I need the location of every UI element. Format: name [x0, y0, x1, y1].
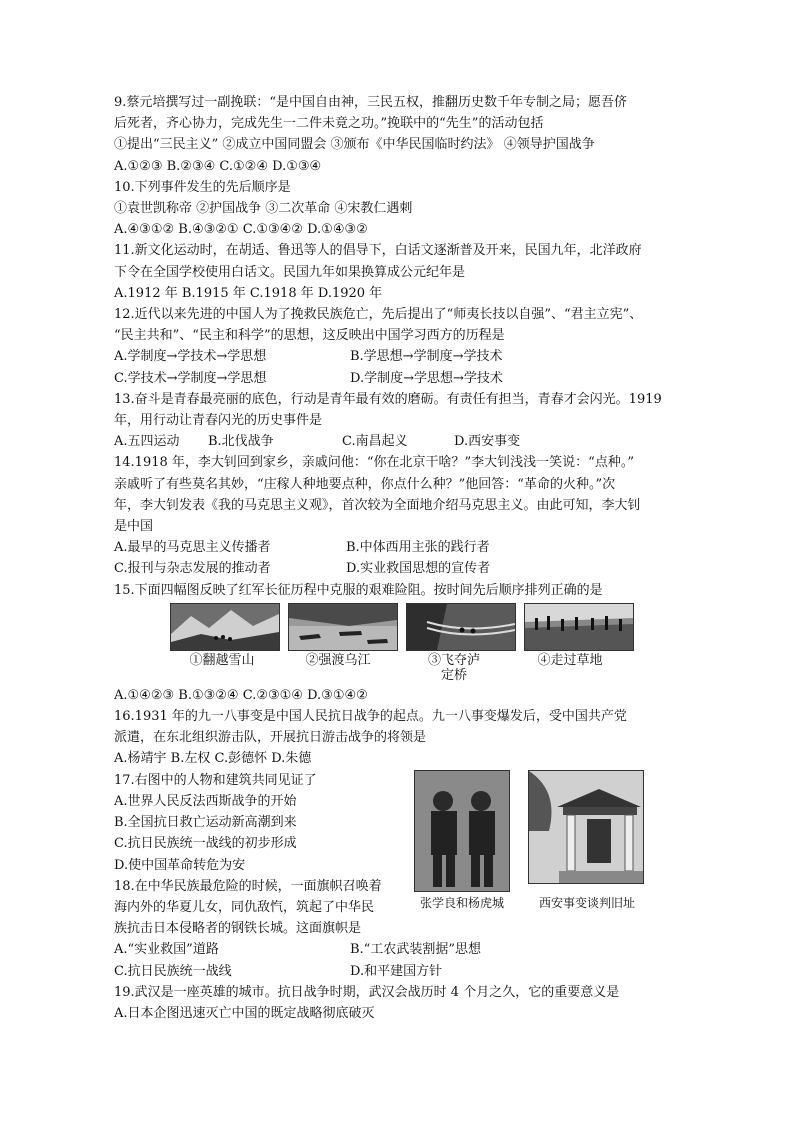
question-14-stem-line-4: 是中国 [114, 519, 154, 535]
question-14-option-c: C.报刊与杂志发展的推动者 [114, 561, 271, 577]
question-14-options-row-2 [114, 558, 694, 579]
question-11-stem-line-1: 11.新文化运动时，在胡适、鲁迅等人的倡导下，白话文逐渐普及开来，民国九年，北洋政府 [114, 243, 642, 259]
question-12-options-row-2 [114, 368, 694, 389]
question-12-option-a: A.学制度→学技术→学思想 [114, 349, 267, 365]
question-16 [114, 706, 694, 770]
question-14-option-d: D.实业救国思想的宣传者 [346, 561, 491, 577]
question-9-stem-line-2: 后死者，齐心协力，完成先生一二件未竟之功。”挽联中的“先生”的活动包括 [114, 116, 544, 132]
question-12-option-b: B.学思想→学制度→学技术 [350, 349, 503, 365]
question-17-stem: 17.右图中的人物和建筑共同见证了 [114, 772, 317, 788]
question-18-option-d: D.和平建国方针 [350, 963, 443, 979]
question-17-option-d: D.使中国革命转危为安 [114, 857, 246, 873]
question-13-option-d: D.西安事变 [454, 434, 521, 450]
question-14 [114, 452, 694, 579]
question-14-options-row-1 [114, 537, 694, 558]
question-17-option-b: B.全国抗日救亡运动新高潮到来 [114, 815, 297, 831]
question-10-options: A.④③①② B.④③②① C.①③④② D.①④③② [114, 222, 368, 238]
caption-negotiation-site: 西安事变谈判旧址 [538, 895, 635, 910]
long-march-captions [164, 653, 694, 683]
question-12-option-c: C.学技术→学制度→学思想 [114, 370, 267, 386]
caption-grassland: ④走过草地 [537, 652, 603, 668]
question-14-stem-line-2: 亲戚听了有些莫名其妙，“庄稼人种地要点种，你点什么种？”他回答：“革命的火种。”次 [114, 476, 616, 492]
question-12-option-d: D.学制度→学思想→学技术 [350, 370, 503, 386]
question-19-option-a: A.日本企图迅速灭亡中国的既定战略彻底破灭 [114, 1005, 375, 1021]
question-19-stem: 19.武汉是一座英雄的城市。抗日战争时期，武汉会战历时 4 个月之久，它的重要意义是 [114, 984, 620, 1000]
question-12-stem-line-2: “民主共和”、“民主和科学”的思想，这反映出中国学习西方的历程是 [114, 328, 505, 344]
question-14-stem-line-1: 14.1918 年，李大钊回到家乡，亲戚问他：“你在北京干啥？”李大钊浅浅一笑说：“点种。” [114, 455, 634, 471]
caption-luding-bridge [396, 653, 512, 683]
question-14-option-b: B.中体西用主张的践行者 [346, 540, 490, 556]
question-9 [114, 92, 694, 177]
question-13 [114, 389, 694, 453]
question-18-stem-line-1: 18.在中华民族最危险的时候，一面旗帜召唤着 [114, 878, 382, 894]
question-16-stem-line-2: 派遣，在东北组织游击队，开展抗日游击战争的将领是 [114, 730, 427, 746]
question-15-options: A.①④②③ B.①③②④ C.②③①④ D.③①④② [114, 687, 368, 703]
question-15-stem: 15.下面四幅图反映了红军长征历程中克服的艰难险阻。按时间先后顺序排列正确的是 [114, 582, 603, 598]
question-18-option-a: A.“实业救国”道路 [114, 942, 219, 958]
question-9-stem-line-1: 9.蔡元培撰写过一副挽联：“是中国自由神，三民五权，推翻历史数千年专制之局；愿吾侪 [114, 95, 628, 110]
question-11 [114, 240, 694, 304]
question-13-stem-line-1: 13.奋斗是青春最亮丽的底色，行动是青年最有效的磨砺。有责任有担当，青春才会闪光。1919 [114, 391, 662, 407]
question-9-items: ①提出“三民主义” ②成立中国同盟会 ③颁布《中华民国临时约法》 ④领导护国战争 [114, 137, 595, 153]
question-18-stem-line-3: 族抗击日本侵略者的钢铁长城。这面旗帜是 [114, 921, 362, 937]
question-11-options: A.1912 年 B.1915 年 C.1918 年 D.1920 年 [114, 285, 383, 301]
caption-zhang-yang: 张学良和杨虎城 [419, 895, 504, 910]
question-18-stem-line-2: 海内外的华夏儿女，同仇敌忾，筑起了中华民 [114, 899, 375, 915]
question-13-option-b: B.北伐战争 [208, 434, 274, 450]
question-19 [114, 982, 694, 1024]
question-9-options: A.①②③ B.②③④ C.①②④ D.①③④ [114, 158, 322, 174]
question-14-stem-line-3: 年，李大钊发表《我的马克思主义观》，首次较为全面地介绍马克思主义。由此可知，李大钊 [114, 497, 641, 513]
luding-bridge-photo [406, 603, 516, 651]
caption-wu-river: ②强渡乌江 [305, 652, 371, 668]
question-13-option-c: C.南昌起义 [342, 434, 408, 450]
question-13-stem-line-2: 年，用行动让青春闪光的历史事件是 [114, 413, 323, 429]
question-18-option-b: B.“工农武装割据”思想 [350, 942, 481, 958]
grassland-photo [524, 603, 634, 651]
wu-river-photo [288, 603, 398, 651]
negotiation-site-photo [528, 770, 644, 884]
question-12-options-row-1 [114, 346, 694, 367]
question-15 [114, 580, 694, 706]
question-12-stem-line-1: 12.近代以来先进的中国人为了挽救民族危亡，先后提出了“师夷长技以自强”、“君主立宪”、 [114, 307, 643, 323]
question-10-items: ①袁世凯称帝 ②护国战争 ③二次革命 ④宋教仁遇刺 [114, 201, 413, 217]
question-16-options: A.杨靖宇 B.左权 C.彭德怀 D.朱德 [114, 751, 312, 767]
caption-luding-bridge-line-1: ③飞夺泸 [427, 652, 480, 668]
question-16-stem-line-1: 16.1931 年的九一八事变是中国人民抗日战争的起点。九一八事变爆发后，受中国共产党 [114, 709, 627, 725]
caption-luding-bridge-line-2: 定桥 [440, 667, 467, 683]
question-18-options-row-2 [114, 961, 694, 982]
question-13-options [114, 431, 694, 452]
question-18-option-c: C.抗日民族统一战线 [114, 963, 232, 979]
question-11-stem-line-2: 下令在全国学校使用白话文。民国九年如果换算成公元纪年是 [114, 264, 466, 280]
question-17-18-block [114, 770, 694, 982]
question-10-stem: 10.下列事件发生的先后顺序是 [114, 179, 291, 195]
question-18-options-row-1 [114, 939, 694, 960]
question-17-option-c: C.抗日民族统一战线的初步形成 [114, 836, 297, 852]
exam-page [114, 92, 694, 1024]
xian-incident-photos [414, 770, 654, 930]
question-10 [114, 177, 694, 241]
zhang-yang-portrait-photo [414, 770, 510, 892]
question-13-option-a: A.五四运动 [114, 434, 180, 450]
caption-snow-mountain: ①翻越雪山 [189, 652, 255, 668]
long-march-photo-strip [170, 603, 694, 651]
question-14-option-a: A.最早的马克思主义传播者 [114, 540, 271, 556]
snow-mountain-photo [170, 603, 280, 651]
question-17-option-a: A.世界人民反法西斯战争的开始 [114, 793, 297, 809]
question-12 [114, 304, 694, 389]
